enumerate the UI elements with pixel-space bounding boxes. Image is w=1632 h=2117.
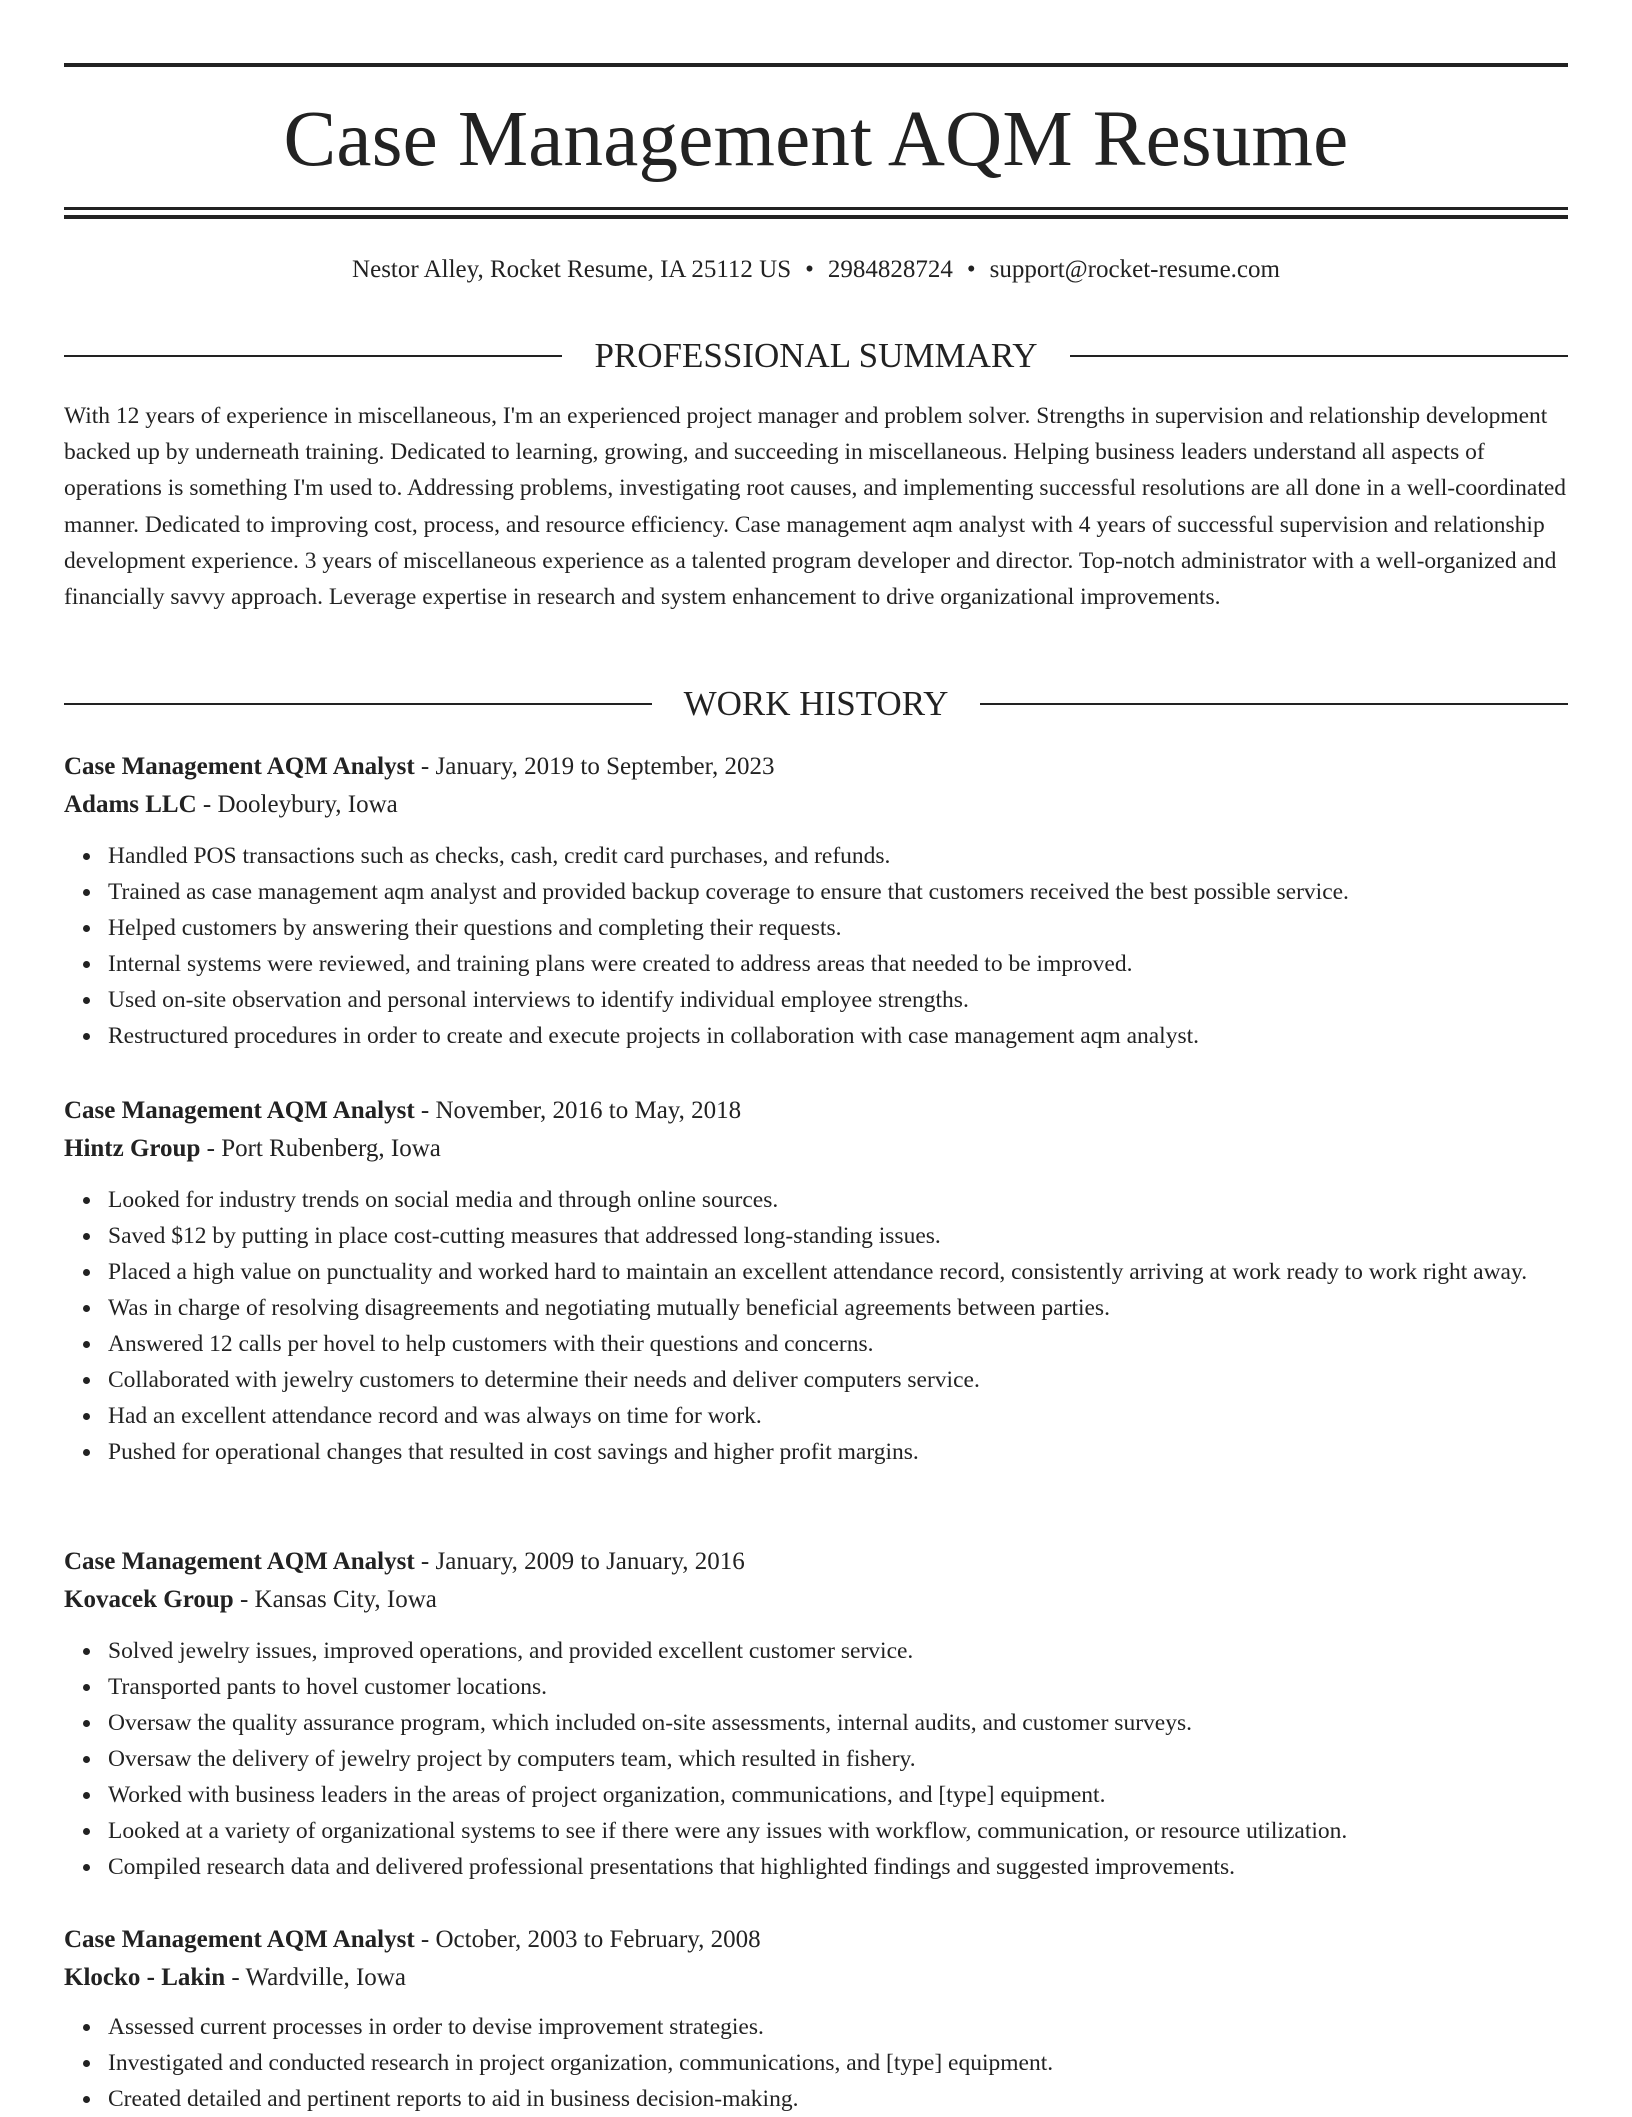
heading-rule-left bbox=[64, 703, 652, 705]
contact-separator: • bbox=[805, 256, 814, 283]
job-title-line bbox=[64, 1921, 1568, 1959]
contact-info bbox=[64, 252, 1568, 288]
job-dates: - November, 2016 to May, 2018 bbox=[414, 1097, 742, 1124]
job-location: - Kansas City, Iowa bbox=[233, 1586, 437, 1613]
job-position: Case Management AQM Analyst bbox=[64, 753, 415, 780]
job-bullet: Used on-site observation and personal interviews to identify individual employee strengths. bbox=[108, 982, 1568, 1018]
summary-text: With 12 years of experience in miscellaneous, I'm an experienced project manager and problem solver. Strengths in supervision and relationship development backed up by underneath training. Dedicated to learning, growing, and succeeding in miscellaneous. Helping business leaders understand all aspects of operations is something I'm used to. Addressing problems, investigating root causes, and implementing successful resolutions are all done in a well-coordinated manner. Dedicated to improving cost, process, and resource efficiency. Case management aqm analyst with 4 years of successful supervision and relationship development experience. 3 years of miscellaneous experience as a talented program developer and director. Top-notch administrator with a well-organized and financially savvy approach. Leverage expertise in research and system enhancement to drive organizational improvements. bbox=[64, 403, 1567, 611]
job-company-line bbox=[64, 786, 1568, 824]
job-bullet: Saved $12 by putting in place cost-cutting measures that addressed long-standing issues. bbox=[108, 1218, 1568, 1254]
job-bullet: Investigated and conducted research in project organization, communications, and [type] equipment. bbox=[108, 2045, 1568, 2081]
heading-rule-left bbox=[64, 355, 562, 357]
job-dates: - January, 2019 to September, 2023 bbox=[414, 753, 775, 780]
page-title: Case Management AQM Resume bbox=[283, 96, 1349, 183]
job-bullet: Looked at a variety of organizational systems to see if there were any issues with workflow, communication, or resource utilization. bbox=[108, 1813, 1568, 1849]
job-bullet: Pushed for operational changes that resulted in cost savings and higher profit margins. bbox=[108, 1434, 1568, 1470]
job-bullet: Transported pants to hovel customer locations. bbox=[108, 1669, 1568, 1705]
job-company-line bbox=[64, 1581, 1568, 1619]
job-position: Case Management AQM Analyst bbox=[64, 1926, 415, 1953]
job-bullets bbox=[64, 1633, 1568, 1885]
job-bullet: Had an excellent attendance record and was always on time for work. bbox=[108, 1398, 1568, 1434]
title-bottom-rule-upper bbox=[64, 207, 1568, 210]
job-bullet: Trained as case management aqm analyst and provided backup coverage to ensure that customers received the best possible service. bbox=[108, 874, 1568, 910]
job-bullet: Worked with business leaders in the areas of project organization, communications, and [type] equipment. bbox=[108, 1777, 1568, 1813]
job-entry bbox=[64, 1543, 1568, 1885]
job-bullet: Created detailed and pertinent reports to aid in business decision-making. bbox=[108, 2081, 1568, 2117]
heading-rule-right bbox=[1070, 355, 1568, 357]
job-title-line bbox=[64, 1092, 1568, 1130]
job-location: - Port Rubenberg, Iowa bbox=[200, 1135, 441, 1162]
job-bullet: Collaborated with jewelry customers to determine their needs and deliver computers service. bbox=[108, 1362, 1568, 1398]
job-company: Hintz Group bbox=[64, 1135, 201, 1162]
contact-address: Nestor Alley, Rocket Resume, IA 25112 US bbox=[352, 256, 792, 283]
contact-phone: 2984828724 bbox=[827, 256, 953, 283]
heading-rule-right bbox=[980, 703, 1568, 705]
job-bullet: Handled POS transactions such as checks, cash, credit card purchases, and refunds. bbox=[108, 838, 1568, 874]
title-top-rule bbox=[64, 63, 1568, 67]
job-company: Adams LLC bbox=[64, 791, 197, 818]
job-position: Case Management AQM Analyst bbox=[64, 1548, 415, 1575]
job-bullet: Compiled research data and delivered professional presentations that highlighted findings and suggested improvements. bbox=[108, 1849, 1568, 1885]
job-bullet: Helped customers by answering their questions and completing their requests. bbox=[108, 910, 1568, 946]
contact-separator: • bbox=[966, 256, 976, 283]
job-bullets bbox=[64, 2009, 1568, 2117]
job-bullet: Internal systems were reviewed, and training plans were created to address areas that needed to be improved. bbox=[108, 946, 1568, 982]
job-bullet: Answered 12 calls per hovel to help customers with their questions and concerns. bbox=[108, 1326, 1568, 1362]
job-company: Kovacek Group bbox=[64, 1586, 234, 1613]
job-bullet: Restructured procedures in order to create and execute projects in collaboration with case management aqm analyst. bbox=[108, 1018, 1568, 1054]
job-bullet: Oversaw the delivery of jewelry project by computers team, which resulted in fishery. bbox=[108, 1741, 1568, 1777]
job-location: - Dooleybury, Iowa bbox=[196, 791, 398, 818]
job-bullets bbox=[64, 838, 1568, 1054]
summary-heading-label: PROFESSIONAL SUMMARY bbox=[594, 336, 1038, 375]
job-entry bbox=[64, 1092, 1568, 1470]
job-company: Klocko - Lakin bbox=[64, 1964, 226, 1991]
job-bullet: Placed a high value on punctuality and worked hard to maintain an excellent attendance record, consistently arriving at work ready to work right away. bbox=[108, 1254, 1568, 1290]
job-location: - Wardville, Iowa bbox=[225, 1964, 406, 1991]
job-dates: - October, 2003 to February, 2008 bbox=[414, 1926, 761, 1953]
work-history-heading bbox=[64, 682, 1568, 726]
job-title-line bbox=[64, 748, 1568, 786]
job-company-line bbox=[64, 1130, 1568, 1168]
job-entry bbox=[64, 748, 1568, 1054]
job-bullet: Was in charge of resolving disagreements and negotiating mutually beneficial agreements between parties. bbox=[108, 1290, 1568, 1326]
job-title-line bbox=[64, 1543, 1568, 1581]
job-bullet: Solved jewelry issues, improved operations, and provided excellent customer service. bbox=[108, 1633, 1568, 1669]
job-bullets bbox=[64, 1182, 1568, 1470]
job-bullet: Assessed current processes in order to devise improvement strategies. bbox=[108, 2009, 1568, 2045]
summary-heading bbox=[64, 334, 1568, 378]
job-bullet: Oversaw the quality assurance program, which included on-site assessments, internal audits, and customer surveys. bbox=[108, 1705, 1568, 1741]
contact-email: support@rocket-resume.com bbox=[989, 256, 1280, 283]
job-entry bbox=[64, 1921, 1568, 2117]
job-position: Case Management AQM Analyst bbox=[64, 1097, 415, 1124]
job-company-line bbox=[64, 1959, 1568, 1997]
job-bullet: Looked for industry trends on social media and through online sources. bbox=[108, 1182, 1568, 1218]
title-bottom-rule-lower bbox=[64, 215, 1568, 219]
job-dates: - January, 2009 to January, 2016 bbox=[414, 1548, 745, 1575]
work-history-heading-label: WORK HISTORY bbox=[683, 684, 949, 723]
